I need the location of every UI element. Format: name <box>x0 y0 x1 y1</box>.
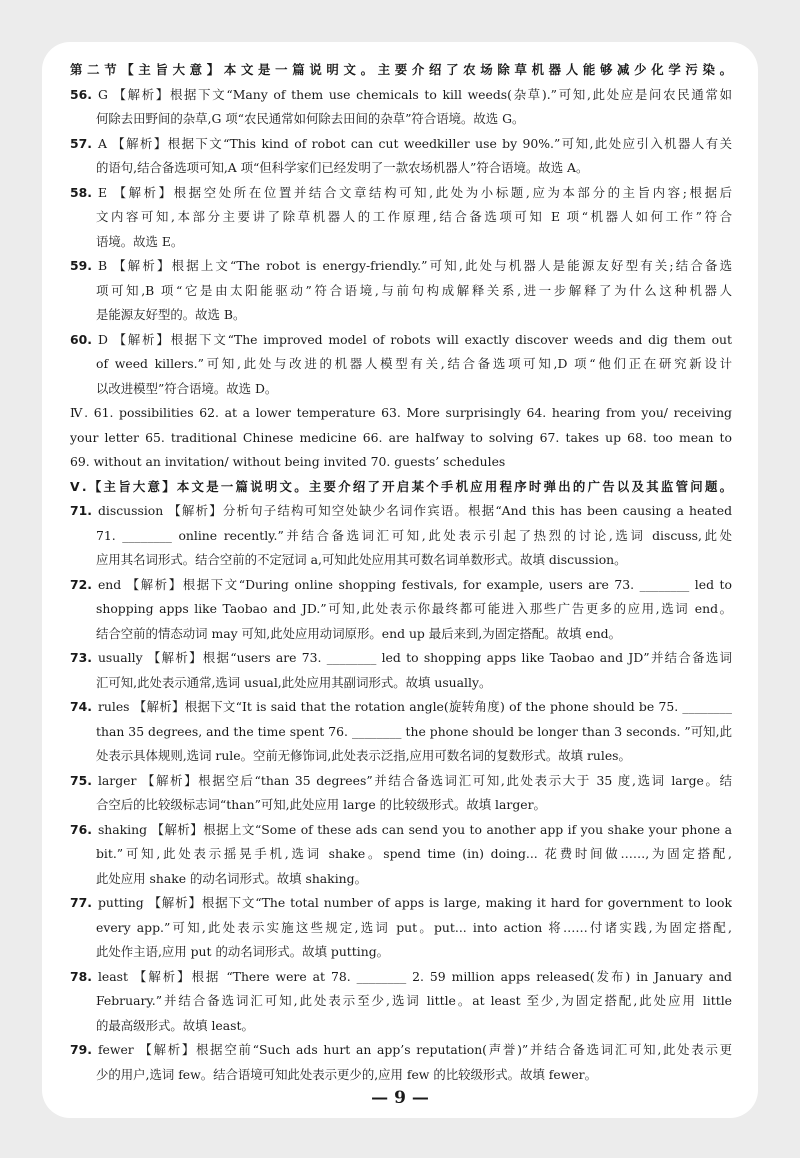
answer-line <box>70 83 732 108</box>
part4-text: Ⅳ. 61. possibilities 62. at a lower temperature 63. More surprisingly 64. hearing from you/ receiving <box>70 405 732 420</box>
answer-text: rules 【解析】根据下文“It is said that the rotation angle(旋转角度) of the phone should be 75. ________ <box>97 699 732 714</box>
answer-line <box>70 279 732 304</box>
answer-text: 何除去田野间的杂草,G 项“农民通常如何除去田间的杂草”符合语境。故选 G。 <box>96 111 525 126</box>
answer-text: E 【解析】根据空处所在位置并结合文章结构可知,此处为小标题,应为本部分的主旨内容;根据后 <box>97 184 732 200</box>
answer-text: G 【解析】根据下文“Many of them use chemicals to kill weeds(杂草).”可知,此处应是问农民通常如 <box>97 86 732 102</box>
part4-line <box>70 426 732 451</box>
answer-text: of weed killers.”可知,此处与改进的机器人模型有关,结合备选项可知,D 项“他们正在研究新设计 <box>96 356 732 371</box>
answer-line <box>70 181 732 206</box>
answer-line <box>70 524 732 549</box>
part4-text: 69. without an invitation/ without being invited 70. guests’ schedules <box>70 454 506 469</box>
page-number: — 9 — <box>371 1088 429 1108</box>
answer-text: 汇可知,此处表示通常,选词 usual,此处应用其副词形式。故填 usually。 <box>96 674 492 690</box>
answer-line <box>70 769 732 794</box>
question-number: 71. <box>70 503 92 518</box>
answer-text: February.”并结合备选词汇可知,此处表示至少,选词 little。at least 至少,为固定搭配,此处应用 little <box>96 993 732 1008</box>
question-number: 58. <box>70 184 92 200</box>
question-number: 76. <box>70 821 92 837</box>
answer-line <box>70 1038 732 1063</box>
question-number: 73. <box>70 650 92 665</box>
answer-line <box>70 132 732 157</box>
answer-text: 应用其名词形式。结合空前的不定冠词 a,可知此处应用其可数名词单数形式。故填 discussion。 <box>96 552 627 567</box>
answer-line <box>70 1063 732 1088</box>
answer-text: 文内容可知,本部分主要讲了除草机器人的工作原理,结合备选项可知 E 项“机器人如何工作”符合 <box>96 209 732 224</box>
answer-line <box>70 352 732 377</box>
answer-text: 的语句,结合备选项可知,A 项“但科学家们已经发明了一款农场机器人”符合语境。故选 A。 <box>96 160 589 175</box>
answer-text: fewer 【解析】根据空前“Such ads hurt an app’s reputation(声誉)”并结合备选词汇可知,此处表示更 <box>97 1042 732 1057</box>
section2-header: 第二节【主旨大意】本文是一篇说明文。主要介绍了农场除草机器人能够减少化学污染。 <box>70 62 732 77</box>
answer-line <box>70 671 732 696</box>
part4-answers <box>70 401 732 475</box>
answer-line <box>70 254 732 279</box>
answer-text: least 【解析】根据 “There were at 78. ________ 2. 59 million apps released(发布) in January and <box>97 968 732 984</box>
answer-text: shaking 【解析】根据上文“Some of these ads can send you to another app if you shake your phone a <box>97 821 732 837</box>
question-number: 75. <box>70 772 92 788</box>
answer-text: 项可知,B 项“它是由太阳能驱动”符合语境,与前句构成解释关系,进一步解释了为什么这种机器人 <box>96 282 732 298</box>
answer-text: putting 【解析】根据下文“The total number of apps is large, making it hard for government to look <box>97 895 732 910</box>
answer-line <box>70 548 732 573</box>
answer-line <box>70 156 732 181</box>
answer-text: 是能源友好型的。故选 B。 <box>96 307 246 322</box>
answer-line <box>70 1014 732 1039</box>
answer-line <box>70 107 732 132</box>
answer-text: 处表示具体规则,选词 rule。空前无修饰词,此处表示泛指,应用可数名词的复数形式。故填 rules。 <box>96 748 631 763</box>
answer-text: D 【解析】根据下文“The improved model of robots will exactly discover weeds and dig them out <box>97 331 732 347</box>
answer-text: bit.”可知,此处表示摇晃手机,选词 shake。spend time (in) doing... 花费时间做……,为固定搭配, <box>96 846 732 861</box>
question-number: 79. <box>70 1042 92 1057</box>
answer-line <box>70 793 732 818</box>
part5-header: Ⅴ.【主旨大意】本文是一篇说明文。主要介绍了开启某个手机应用程序时弹出的广告以及其监管问题。 <box>70 478 732 494</box>
answer-text: end 【解析】根据下文“During online shopping festivals, for example, users are 73. ________ led to <box>97 576 732 592</box>
answer-text: larger 【解析】根据空后“than 35 degrees”并结合备选词汇可知,此处表示大于 35 度,选词 large。结 <box>97 772 732 788</box>
question-number: 74. <box>70 699 92 714</box>
question-number: 72. <box>70 576 92 592</box>
answer-text: 此处作主语,应用 put 的动名词形式。故填 putting。 <box>96 944 390 959</box>
answer-line <box>70 377 732 402</box>
answer-text: 此处应用 shake 的动名词形式。故填 shaking。 <box>96 870 367 886</box>
answer-line <box>70 499 732 524</box>
question-number: 59. <box>70 258 92 273</box>
items-56-60 <box>70 83 732 402</box>
answer-text: than 35 degrees, and the time spent 76. ________ the phone should be longer than 3 seconds. ”可知,此 <box>96 723 732 739</box>
answer-line <box>70 328 732 353</box>
answer-line <box>70 303 732 328</box>
question-number: 57. <box>70 135 92 151</box>
answer-line <box>70 695 732 720</box>
answer-text: shopping apps like Taobao and JD.”可知,此处表示你最终都可能进入那些广告更多的应用,选词 end。 <box>96 601 732 616</box>
answer-line <box>70 867 732 892</box>
answer-text: usually 【解析】根据“users are 73. ________ led to shopping apps like Taobao and JD”并结合备选词 <box>97 650 732 665</box>
answer-line <box>70 230 732 255</box>
answer-line <box>70 940 732 965</box>
answer-line <box>70 916 732 941</box>
answer-text: A 【解析】根据下文“This kind of robot can cut weedkiller use by 90%.”可知,此处应引入机器人有关 <box>97 135 732 151</box>
answer-text: every app.”可知,此处表示实施这些规定,选词 put。put... into action 将……付诸实践,为固定搭配, <box>96 919 732 935</box>
answer-line <box>70 818 732 843</box>
answer-text: 合空后的比较级标志词“than”可知,此处应用 large 的比较级形式。故填 larger。 <box>96 797 546 812</box>
answer-content <box>70 58 732 1087</box>
answer-line <box>70 891 732 916</box>
answer-text: 结合空前的情态动词 may 可知,此处应用动词原形。end up 最后来到,为固定搭配。故填 end。 <box>96 625 621 641</box>
answer-line <box>70 989 732 1014</box>
answer-line <box>70 842 732 867</box>
answer-text: 的最高级形式。故填 least。 <box>96 1017 254 1033</box>
answer-text: 71. ________ online recently.”并结合备选词汇可知,此处表示引起了热烈的讨论,选词 discuss,此处 <box>96 527 732 543</box>
question-number: 77. <box>70 895 92 910</box>
answer-text: discussion 【解析】分析句子结构可知空处缺少名词作宾语。根据“And this has been causing a heated <box>97 503 732 518</box>
part4-line <box>70 450 732 475</box>
answer-line <box>70 720 732 745</box>
part4-text: your letter 65. traditional Chinese medicine 66. are halfway to solving 67. takes up 68. too mean to <box>70 429 732 445</box>
part4-line <box>70 401 732 426</box>
question-number: 56. <box>70 86 92 102</box>
answer-line <box>70 205 732 230</box>
answer-line <box>70 646 732 671</box>
items-71-79 <box>70 499 732 1087</box>
answer-text: 语境。故选 E。 <box>96 233 184 249</box>
answer-line <box>70 573 732 598</box>
question-number: 60. <box>70 331 92 347</box>
answer-text: B 【解析】根据上文“The robot is energy-friendly.”可知,此处与机器人是能源友好型有关;结合备选 <box>97 258 732 273</box>
answer-line <box>70 597 732 622</box>
answer-page <box>42 42 758 1118</box>
answer-line <box>70 744 732 769</box>
answer-text: 少的用户,选词 few。结合语境可知此处表示更少的,应用 few 的比较级形式。故填 fewer。 <box>96 1066 597 1082</box>
answer-line <box>70 965 732 990</box>
answer-line <box>70 622 732 647</box>
question-number: 78. <box>70 968 92 984</box>
answer-text: 以改进模型”符合语境。故选 D。 <box>96 380 278 396</box>
